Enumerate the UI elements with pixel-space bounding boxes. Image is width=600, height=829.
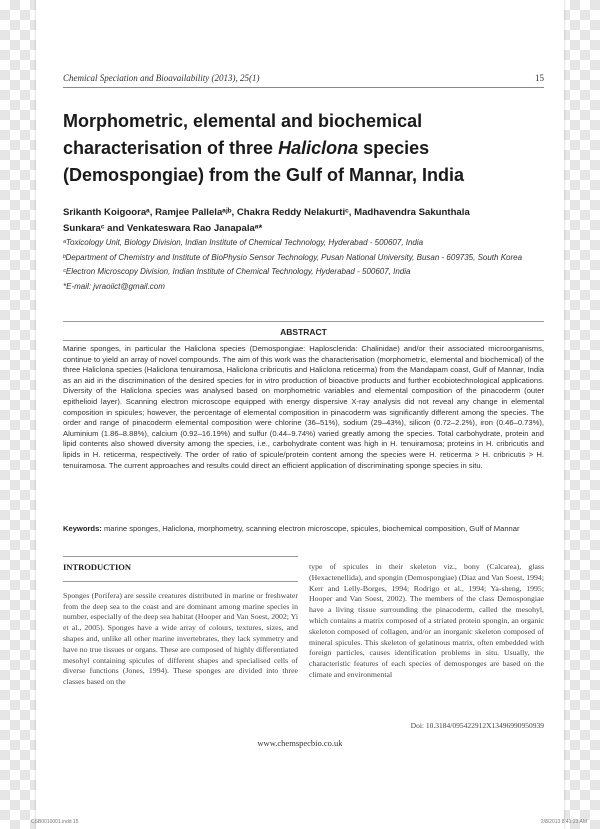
keywords-label: Keywords: xyxy=(63,524,102,533)
affiliation-c: ᶜElectron Microscopy Division, Indian Institute of Chemical Technology, Hyderabad - 500607, India xyxy=(63,267,411,276)
affiliation-b: ᵇDepartment of Chemistry and Institute of BioPhysio Sensor Technology, Pusan National University, Busan - 609735, South Korea xyxy=(63,252,523,262)
article-title xyxy=(63,108,533,189)
author-line-1: Srikanth Koigooraᵃ, Ramjee Pallelaᵃʲᵇ, Chakra Reddy Nelakurtiᶜ, Madhavendra Sakunthala xyxy=(63,207,470,218)
doi: Doi: 10.3184/095422912X13496990950939 xyxy=(410,721,544,730)
affiliation-a: ᵃToxicology Unit, Biology Division, Indian Institute of Chemical Technology, Hyderabad - 500607, India xyxy=(63,238,424,247)
intro-paragraph-left: Sponges (Porifera) are sessile creatures distributed in marine or freshwater from the deep sea to the coast and are dominant among marine species in number, especially of the deep sea habitat (Hooper and Van Soest, 2002; Yi et al., 2005). Sponges have a wide array of colours, textures, sizes, and shapes and, unlike all other marine invertebrates, they lack symmetry and have no true tissues or organs. These are composed of highly differentiated mesohyl containing spicules of different shapes and specialised cells of diverse functions (Jones, 1994). These sponges are divided into three classes based on the xyxy=(63,590,298,687)
header-rule xyxy=(63,87,544,88)
abstract-text: Marine sponges, in particular the Haliclona species (Demospongiae: Haplosclerida: Chalinidae) and/or their associated microorganisms, continue to yield an array of novel compounds. The aim of this work was the characterisation (morphometric, elemental and biochemical) of the three Haliclona species (Haliclona tenuiramosa, Haliclona cribricutis and Haliclona reticerma) from the Mandapam coast, Gulf of Mannar, India as an aid in the discrimination of the desired species for in vitro production of bioactive products and further ecobiotechnological applications. Diversity of the Haliclona species was analysed based on morphometric variables and elemental composition of the pinacoderm (outer epithelioid layer). Scanning electron microscope equipped with energy dispersive X-ray analysis did not reveal any change in elemental composition in spicules; however, the percentage of elemental composition in pinacoderm was significantly different among the species. The order and range of pinacoderm elemental composition were chlorine (36–51%), sodium (29–43%), silicon (0.72–2.2%), iron (0.46–0.73%), Aluminium (1.86–8.88%), calcium (0.92–16.19%) and sulfur (0.44–9.74%) varied greatly among the species. Total carbohydrate, protein and lipid contents also showed diversity among the species, i.e., carbohydrate content was high in H. tenuiramosa; proteins in H. cribricutis and lipids in H. reticerma, respectively. The order of ratio of spicule/protein content among the species were H. reticerma > H. cribricutis > H. tenuiramosa. The current approaches and results could direct an efficient application of discriminating sponge species in situ. xyxy=(63,344,544,470)
abstract-top-rule xyxy=(63,321,544,322)
author-list xyxy=(63,205,533,237)
intro-paragraph-right: type of spicules in their skeleton viz., bony (Calcarea), glass (Hexactenellida), and spongin (Demospongiae) (Diaz and Van Soest, 1994; Kerr and Lelly-Borges, 1994; Rodrigo et al., 1994; Ya-sheng, 1995; Hooper and Van Soest, 2002). The members of the class Demospongiae have a living tissue surrounding the pinacoderm, called the mesohyl, which contains a matrix composed of a striated protein spongin, an organic skeleton composed of collagen, and/or an inorganic skeleton composed of mineral spicules. This skeleton of gelatinous matrix, often embedded with foreign particles, causes identification problems in situ. Usually, the characteristic features of each species of demosponges are based on the climate and environmental xyxy=(309,562,544,679)
intro-column-right xyxy=(309,562,544,681)
abstract-heading: ABSTRACT xyxy=(280,327,327,337)
corresponding-email: *E-mail: jvraoiict@gmail.com xyxy=(63,281,165,291)
intro-rule-top xyxy=(63,556,298,557)
intro-rule-bottom xyxy=(63,581,298,582)
keywords xyxy=(63,524,544,535)
intro-heading: INTRODUCTION xyxy=(63,562,132,572)
title-part-1: Morphometric, elemental and biochemical characterisation of three xyxy=(63,111,423,158)
keywords-text: marine sponges, Haliclona, morphometry, scanning electron microscope, spicules, biochemical composition, Gulf of Mannar xyxy=(101,524,520,533)
author-line-2: Sunkaraᶜ and Venkateswara Rao Janapalaᵃ* xyxy=(63,223,263,234)
affiliations xyxy=(63,237,541,295)
page-number: 15 xyxy=(535,73,544,83)
footer-file-name: CSB0010001.indd 15 xyxy=(31,819,79,825)
print-footer xyxy=(31,819,587,825)
title-genus: Haliclona xyxy=(278,138,359,158)
paper-page xyxy=(36,0,564,829)
footer-timestamp: 2/8/2013 8:41:23 AM xyxy=(540,819,587,825)
title-part-2: species (Demospongiae) from the Gulf of Mannar, India xyxy=(63,138,465,185)
intro-column-left xyxy=(63,556,298,688)
abstract-heading-rule xyxy=(63,340,544,341)
running-head xyxy=(63,73,544,83)
journal-citation: Chemical Speciation and Bioavailability (2013), 25(1) xyxy=(63,73,260,83)
journal-website: www.chemspecbio.co.uk xyxy=(257,738,343,748)
